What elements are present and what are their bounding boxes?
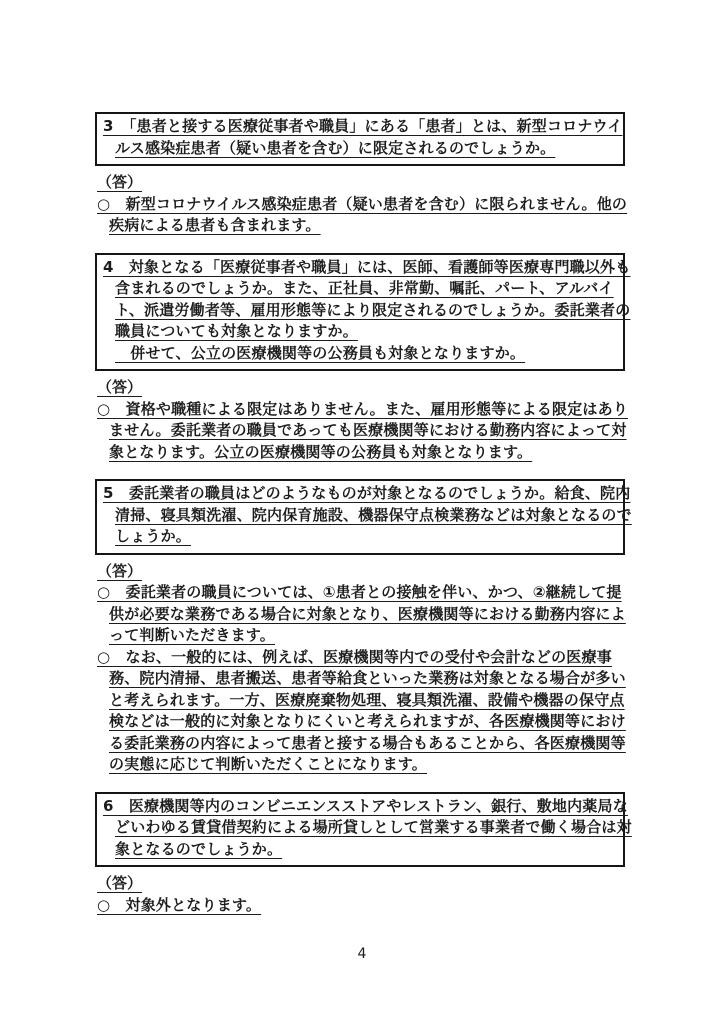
answer-line: と考えられます。一方、医療廃棄物処理、寝具類洗濯、設備や機器の保守点	[109, 690, 625, 709]
question-box-6	[95, 792, 632, 868]
question-line: 3 「患者と接する医療従事者や職員」にある「患者」とは、新型コロナウイ	[103, 117, 623, 135]
question-box-5	[95, 479, 632, 555]
answer-label: （答）	[97, 561, 143, 580]
question-line: ト、派遣労働者等、雇用形態等により限定されるのでしょうか。委託業者の	[115, 300, 631, 319]
question-line: 象となるのでしょうか。	[115, 839, 283, 858]
document-page	[95, 112, 632, 932]
question-box-4	[95, 253, 631, 372]
answer-line: 供が必要な業務である場合に対象となり、医療機関等における勤務内容によ	[109, 604, 626, 623]
answer-line: ○ 新型コロナウイルス感染症患者（疑い患者を含む）に限られません。他の	[97, 194, 628, 213]
faq-section-3	[95, 112, 628, 237]
question-line: しょうか。	[115, 527, 192, 545]
answer-line: ○ 対象外となります。	[97, 895, 262, 914]
answer-label: （答）	[97, 173, 143, 191]
question-line: 4 対象となる「医療従事者や職員」には、医師、看護師等医療専門職以外も	[103, 257, 631, 276]
answer-item	[95, 895, 625, 917]
question-line: 職員についても対象となりますか。	[115, 322, 358, 340]
question-line: 併せて、公立の医療機関等の公務員も対象となりますか。	[115, 343, 526, 362]
answer-line: ○ 委託業者の職員については、①患者との接触を伴い、かつ、②継続して提	[97, 583, 622, 601]
answer-line: 象となります。公立の医療機関等の公務員も対象となります。	[109, 442, 533, 461]
faq-section-4	[95, 253, 631, 464]
question-line: 6 医療機関等内のコンビニエンスストアやレストラン、銀行、敷地内薬局な	[103, 796, 628, 815]
question-line: 清掃、寝具類洗濯、院内保育施設、機器保守点検業務などは対象となるので	[115, 505, 632, 524]
answer-line: 務、院内清掃、患者搬送、患者等給食といった業務は対象となる場合が多い	[109, 669, 626, 687]
answer-item	[95, 647, 625, 776]
answer-item	[95, 194, 628, 237]
page-number: 4	[357, 946, 367, 962]
answer-item	[95, 399, 628, 464]
question-box-3	[95, 112, 625, 166]
question-line: 5 委託業者の職員はどのようなものが対象となるのでしょうか。給食、院内	[103, 484, 631, 502]
answer-line: 検などは一般的に対象となりにくいと考えられますが、各医療機関等におけ	[109, 712, 626, 730]
answer-line: ません。委託業者の職員であっても医療機関等における勤務内容によって対	[109, 421, 627, 439]
question-line: 含まれるのでしょうか。また、正社員、非常勤、嘱託、パート、アルバイ	[115, 279, 614, 297]
faq-section-6	[95, 792, 632, 917]
answer-line: ○ なお、一般的には、例えば、医療機関等内での受付や会計などの医療事	[97, 647, 612, 666]
answer-label: （答）	[97, 874, 143, 892]
question-line: どいわゆる賃貸借契約による場所貸しとして営業する事業者で働く場合は対	[115, 818, 632, 836]
answer-line: の実態に応じて判断いただくことになります。	[109, 755, 428, 773]
answer-line: る委託業務の内容によって患者と接する場合もあることから、各医療機関等	[109, 733, 626, 752]
answer-line: って判断いただきます。	[109, 626, 276, 644]
answer-item	[95, 582, 625, 647]
question-line: ルス感染症患者（疑い患者を含む）に限定されるのでしょうか。	[115, 138, 556, 157]
answer-line: 疾病による患者も含まれます。	[109, 216, 321, 234]
answer-label: （答）	[97, 378, 143, 396]
answer-line: ○ 資格や職種による限定はありません。また、雇用形態等による限定はあり	[97, 399, 628, 418]
faq-section-5	[95, 479, 632, 776]
